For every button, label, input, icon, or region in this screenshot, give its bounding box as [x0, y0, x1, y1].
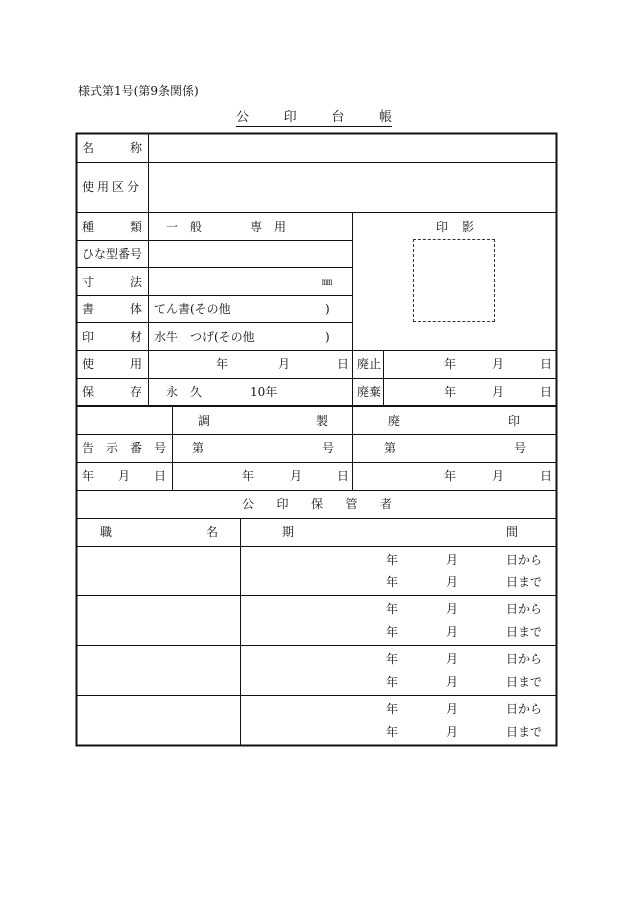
period-from-day: 日から — [506, 553, 543, 567]
label-type — [82, 220, 142, 234]
manufacture-day: 日 — [337, 469, 350, 483]
label-char: 法 — [129, 275, 142, 289]
use-month: 月 — [278, 357, 291, 371]
discard-year: 年 — [444, 385, 457, 399]
period-until-year: 年 — [386, 675, 399, 689]
label-material — [82, 330, 142, 344]
label-char: 印 — [276, 497, 289, 511]
label-period — [282, 525, 518, 539]
period-from-year: 年 — [386, 602, 399, 616]
label-char: 職 — [100, 525, 113, 539]
retention-permanent: 永 久 — [166, 385, 203, 399]
abolish-no-prefix: 第 — [384, 441, 397, 455]
label-char: 種 — [82, 220, 95, 234]
abolish-date-day: 日 — [540, 469, 553, 483]
label-char: 号 — [153, 441, 166, 455]
period-from-year: 年 — [386, 652, 399, 666]
label-char: 間 — [505, 525, 518, 539]
manufacture-no-prefix: 第 — [192, 441, 205, 455]
discard-day: 日 — [540, 385, 553, 399]
type-exclusive: 専 用 — [250, 220, 287, 234]
period-until-day: 日まで — [506, 625, 543, 639]
label-char: 影 — [461, 220, 474, 234]
typeface-close-paren: ) — [325, 302, 330, 316]
label-char: 書 — [82, 302, 95, 316]
label-char: 類 — [129, 220, 142, 234]
label-char: 示 — [105, 441, 118, 455]
period-from-day: 日から — [506, 652, 543, 666]
period-until-month: 月 — [446, 675, 459, 689]
period-from-day: 日から — [506, 602, 543, 616]
label-abolish: 廃止 — [357, 357, 382, 371]
label-char: 保 — [82, 385, 95, 399]
period-from-month: 月 — [446, 602, 459, 616]
label-char: 日 — [153, 469, 166, 483]
period-from-month: 月 — [446, 652, 459, 666]
manufacture-year: 年 — [242, 469, 255, 483]
label-abolish-seal — [388, 414, 520, 428]
size-unit: ㎜ — [322, 277, 332, 288]
period-until-day: 日まで — [506, 575, 543, 589]
seal-impression-box — [413, 239, 495, 322]
label-name — [82, 141, 142, 155]
period-until-day: 日まで — [506, 725, 543, 739]
period-until-month: 月 — [446, 625, 459, 639]
period-from-day: 日から — [506, 702, 543, 716]
label-char: 名 — [205, 525, 218, 539]
period-until-month: 月 — [446, 575, 459, 589]
abolish-year: 年 — [444, 357, 457, 371]
label-char: 公 — [242, 497, 255, 511]
abolish-date-year: 年 — [444, 469, 457, 483]
abolish-day: 日 — [540, 357, 553, 371]
manufacture-no-suffix: 号 — [322, 441, 335, 455]
period-until-year: 年 — [386, 575, 399, 589]
label-char: 用 — [129, 357, 142, 371]
label-typeface — [82, 302, 142, 316]
label-usage-class: 使用区分 — [82, 180, 143, 194]
form-title-char: 帳 — [378, 110, 392, 125]
label-char: 番 — [129, 441, 142, 455]
label-char: 体 — [129, 302, 142, 316]
abolish-month: 月 — [492, 357, 505, 371]
material-value: 水牛 つげ(その他 — [154, 330, 255, 344]
label-char: 期 — [282, 525, 295, 539]
label-discard: 廃棄 — [357, 385, 382, 399]
label-char: 廃 — [388, 414, 401, 428]
use-year: 年 — [216, 357, 229, 371]
form-title-char: 台 — [331, 110, 345, 125]
label-notice-number — [82, 441, 166, 455]
label-custodian — [242, 497, 392, 511]
typeface-value: てん書(その他 — [154, 302, 231, 316]
label-char: 者 — [379, 497, 392, 511]
period-from-month: 月 — [446, 553, 459, 567]
label-char: 告 — [82, 441, 95, 455]
period-until-month: 月 — [446, 725, 459, 739]
type-general: 一 般 — [166, 220, 203, 234]
form-title-char: 印 — [283, 110, 297, 125]
label-char: 印 — [507, 414, 520, 428]
period-until-year: 年 — [386, 625, 399, 639]
label-char: 年 — [82, 469, 95, 483]
label-position-name — [100, 525, 218, 539]
period-until-day: 日まで — [506, 675, 543, 689]
manufacture-month: 月 — [290, 469, 303, 483]
label-char: 印 — [82, 330, 95, 344]
use-day: 日 — [337, 357, 350, 371]
period-until-year: 年 — [386, 725, 399, 739]
label-date — [82, 469, 166, 483]
discard-month: 月 — [492, 385, 505, 399]
label-manufacture — [198, 414, 328, 428]
label-char: 使 — [82, 357, 95, 371]
label-char: 保 — [310, 497, 323, 511]
abolish-no-suffix: 号 — [514, 441, 527, 455]
form-title-char: 公 — [236, 110, 250, 125]
period-from-year: 年 — [386, 553, 399, 567]
retention-ten-years: 10年 — [250, 385, 278, 399]
label-char: 材 — [129, 330, 142, 344]
label-char: 存 — [129, 385, 142, 399]
label-impression — [436, 220, 474, 234]
label-retention — [82, 385, 142, 399]
label-char: 製 — [315, 414, 328, 428]
label-char: 管 — [345, 497, 358, 511]
label-char: 名 — [82, 141, 95, 155]
period-from-month: 月 — [446, 702, 459, 716]
label-char: 印 — [436, 220, 449, 234]
label-char: 調 — [198, 414, 211, 428]
material-close-paren: ) — [325, 330, 330, 344]
label-char: 称 — [129, 141, 142, 155]
label-use — [82, 357, 142, 371]
abolish-date-month: 月 — [492, 469, 505, 483]
label-char: 月 — [117, 469, 130, 483]
label-char: 寸 — [82, 275, 95, 289]
period-from-year: 年 — [386, 702, 399, 716]
label-model-number: ひな型番号 — [82, 247, 143, 261]
form-caption: 様式第1号(第9条関係) — [78, 84, 199, 98]
label-size — [82, 275, 142, 289]
